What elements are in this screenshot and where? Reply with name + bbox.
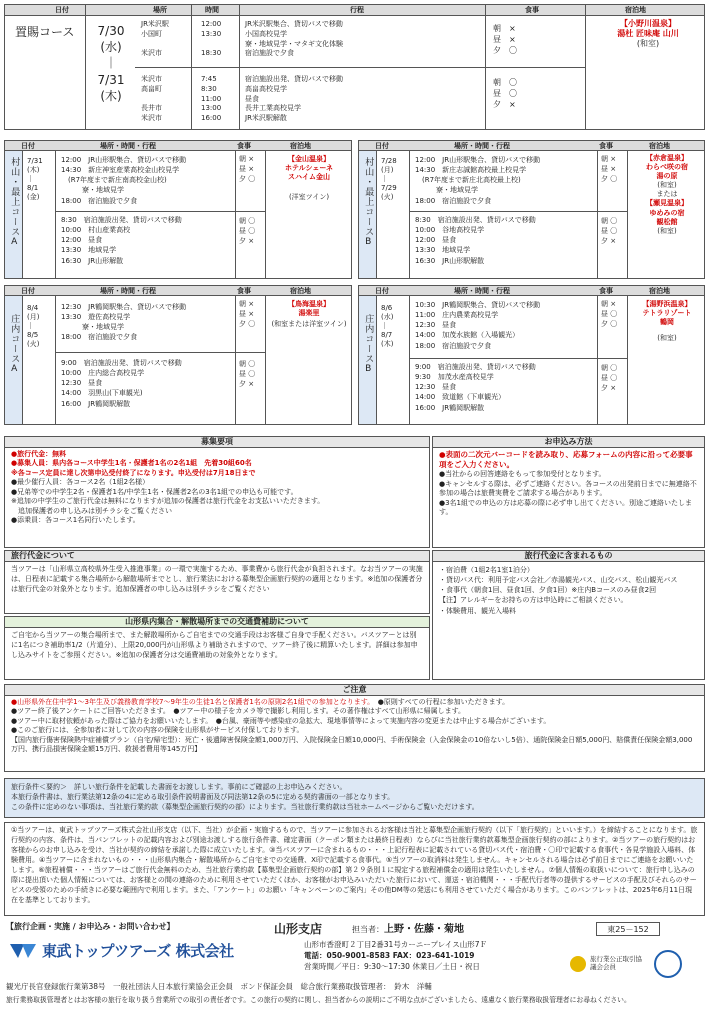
lodging-room: (和室または洋室ツイン) [271, 320, 347, 328]
recruit-line: ●添乗員：各コース1名同行いたします。 [11, 516, 140, 525]
meal-item: 朝 × [239, 300, 255, 308]
course-label: 村山・最上コースB [363, 157, 374, 248]
fee-section [4, 550, 430, 614]
footer-address: 山形市香澄町２丁目2番31号カーニープレイス山形7Ｆ [304, 940, 487, 949]
itinerary-item: 18:00 宿泊施設で夕食 [61, 196, 138, 205]
notes-line: ●ツアー終了後アンケートにご回答いただきます。 ●ツアー中の様子をカメラ等で撮影し利用します。その著作権はすべて山形県に帰属します。 [11, 707, 466, 716]
header-place: 場所 [153, 6, 167, 14]
day1-times [201, 20, 221, 59]
apply-title: お申込み方法 [433, 437, 704, 448]
day1-date: 8/6 [381, 304, 393, 312]
contract-section [4, 778, 705, 818]
itinerary-item: 16:00 JR鶴岡駅解散 [61, 399, 131, 408]
meal-item: 昼 〇 [239, 369, 256, 378]
day1-weekday: (月) [381, 166, 394, 175]
subsidy-title: 山形県内集合・解散場所までの交通費補助について [5, 617, 429, 628]
itinerary-item: 寮・地域見学・マタギ文化体験 [245, 39, 343, 48]
recruit-line: ※追加の中学生のご旅行代金は無料になりますが追加の保護者は旅行代金をお支払いいただきます。 [11, 497, 325, 506]
day1-items [245, 20, 343, 59]
itinerary-item: 14:00 加茂水族館（入場観光） [415, 331, 520, 340]
itinerary-item: 10:00 谷地高校見学 [415, 226, 485, 235]
course-name: 置賜コース [15, 25, 75, 39]
shonai-b-course [358, 285, 705, 425]
itinerary-item: 13:30 地域見学 [415, 246, 471, 255]
course-label: 村山・最上コースA [9, 157, 20, 248]
day2-meals [601, 217, 617, 246]
place-item: 米沢市 [141, 49, 162, 58]
staff-names: 上野・佐藤・菊地 [384, 924, 464, 935]
day2-date: 7/31 [97, 72, 125, 87]
footer-disclaimer: 旅行業務取扱管理者とはお客様の旅行を取り扱う営業所での取引の責任者です。この旅行の契約に関し、担当者からの説明にご不明な点がございましたら、遠慮なく旅行業務取扱管理者にお尋ねください。 [6, 996, 631, 1004]
itinerary-item: 12:00 JR山形駅集合、貸切バスで移動 [415, 156, 541, 164]
lodging-line: 観松館 [656, 217, 678, 226]
notes-section [4, 684, 705, 772]
course-label: 庄内コースB [363, 314, 374, 375]
itinerary-item: 18:00 宿泊施設で夕食 [415, 341, 492, 350]
lodging-line: テトラリゾート [642, 309, 692, 318]
meal-item: 昼 〇 [601, 226, 618, 235]
lodging-line: 【瀬見温泉】 [646, 199, 688, 208]
meal-item: 夕 × [601, 383, 617, 392]
itinerary-item: 小国高校見学 [245, 29, 287, 38]
included-line: ・体験費用、観光入場料 [439, 606, 516, 615]
recruit-price: ●旅行代金：無料 [11, 450, 67, 458]
meal-item: 昼 × [601, 164, 617, 173]
meal-item: 夕 〇 [239, 174, 256, 183]
date-dash: ｜ [27, 175, 34, 184]
time-item: 8:30 [201, 84, 217, 93]
day2-date: 7/29 [381, 184, 397, 193]
header-combined: 場所・時間・行程 [454, 287, 510, 295]
apply-line: ●当社からの回答連絡をもって参加受付となります。 [439, 470, 606, 479]
meal-item: 朝 〇 [601, 217, 618, 225]
lodging-name [629, 300, 705, 327]
date-dash: ｜ [27, 322, 34, 331]
place-item: JR米沢駅 [141, 20, 169, 28]
itinerary-item: 長井工業高校見学 [245, 104, 301, 113]
meal-item: 昼 〇 [601, 309, 618, 318]
day1-weekday: (水) [100, 40, 122, 55]
apply-lines [439, 470, 698, 517]
subsidy-text: ご自宅から当ツアーの集合場所まで、また解散場所からご自宅までの交通手段はお客様ご自身で手配ください。バスツアーとは別に1名につき補助率1/2（片道分）、上限20,000円が山形県より補助されますので、ツアー終了後に精算いたします。詳細は参加申し込みサイトをご参照ください。※追加の保護者分は交通費補助の対象外となります。 [11, 631, 418, 659]
itinerary-item: 8:30 宿泊施設出発、貸切バスで移動 [61, 216, 182, 224]
recruit-line: ●最少催行人員：各コース2名（1組2名様） [11, 478, 150, 487]
meal-item: 夕 × [493, 100, 516, 110]
day1-date: 7/30 [97, 24, 125, 38]
notes-red-tail: ●原則すべての行程に参加いただきます。 [377, 698, 510, 706]
day2-meals [239, 360, 255, 389]
day2-date: 8/1 [27, 184, 39, 193]
subsidy-section [4, 616, 430, 680]
itinerary-item: 14:30 新庄神室産業高校金山校見学 [61, 166, 180, 175]
lodging-hotel: 湯杜 匠味庵 山川 [617, 29, 679, 38]
meal-item: 朝 × [601, 300, 617, 308]
day1-meals [601, 300, 617, 329]
recruit-lines [11, 478, 423, 525]
lodging-line: 【赤倉温泉】 [646, 154, 688, 162]
itinerary-item: 18:00 宿泊施設で夕食 [415, 196, 492, 205]
lodging-line: 【金山温泉】 [288, 155, 330, 163]
course-label: 庄内コースA [9, 314, 20, 375]
time-item [201, 40, 221, 50]
apply-section [432, 436, 705, 548]
lodging-line: 湯楽里 [298, 309, 320, 318]
lodging-line: 【湯野浜温泉】 [642, 300, 692, 308]
day1-meals [601, 155, 617, 184]
day1-weekday: (木) [27, 166, 40, 175]
lodging-name: 【小野川温泉】 [620, 19, 676, 28]
contract-line: 本旅行条件書は、旅行業法第12条の4に定める取引条件説明書面及び同法第12条の5に定める契約書面の一部となります。 [11, 793, 395, 802]
time-item: 18:30 [201, 49, 222, 58]
contract-line: 旅行条件＜要約＞ 詳しい旅行条件を記載した書面をお渡しします。事前にご確認の上お申込みください。 [11, 783, 347, 791]
time-item: 7:45 [201, 75, 217, 83]
meal-item: 朝 × [239, 155, 255, 163]
day1-items [415, 300, 540, 351]
place-item [141, 95, 162, 105]
day2-items [61, 358, 182, 409]
recruit-people: ●募集人員：県内各コース中学生1名・保護者1名の2名1組 先着30組60名 [11, 459, 252, 468]
header-combined: 場所・時間・行程 [454, 142, 510, 150]
itinerary-item: 昼食 [245, 94, 259, 103]
header-date: 日付 [21, 142, 35, 150]
itinerary-item: 12:30 昼食 [61, 379, 103, 388]
meal-item: 朝 〇 [239, 360, 256, 368]
meal-item: 朝 × [493, 24, 516, 33]
header-lodging: 宿泊地 [290, 142, 311, 150]
itinerary-item: 9:30 加茂水産高校見学 [415, 373, 494, 382]
header-date: 日付 [21, 287, 35, 295]
shonai-a-course [4, 285, 352, 425]
itinerary-item: 14:30 新庄志誠館高校最上校見学 [415, 166, 527, 175]
place-item: 小国町 [141, 29, 162, 38]
day2-weekday: (火) [27, 340, 40, 349]
header-combined: 場所・時間・行程 [100, 287, 156, 295]
lodging-or: または [656, 190, 678, 199]
header-meals: 食事 [237, 287, 251, 295]
recruit-section [4, 436, 430, 548]
day2-times [201, 75, 221, 124]
meal-item: 朝 〇 [493, 78, 517, 87]
itinerary-item: 16:30 JR山形駅解散 [415, 256, 485, 265]
itinerary-item: 14:00 致道館（下車観光） [415, 393, 506, 402]
itinerary-item: 10:00 庄内総合高校見学 [61, 369, 145, 378]
included-lines [433, 562, 704, 619]
meal-item: 朝 × [601, 155, 617, 163]
itinerary-item: 18:00 宿泊施設で夕食 [61, 333, 138, 342]
day1-weekday: (水) [381, 313, 394, 322]
date-dash: ｜ [381, 322, 388, 331]
itinerary-item: 寮・地域見学 [61, 186, 124, 195]
itinerary-item: 12:30 昼食 [415, 383, 457, 392]
meal-item: 昼 〇 [239, 226, 256, 235]
lodging-line: 湯の原 [656, 172, 678, 181]
day2-date: 8/5 [27, 331, 39, 340]
lodging-line: 鶴岡 [660, 318, 674, 327]
included-title: 旅行代金に含まれるもの [433, 551, 704, 562]
lodging-1-name [629, 154, 705, 181]
meal-item: 夕 × [239, 236, 255, 245]
day2-places [141, 75, 162, 124]
itinerary-item: JR米沢駅解散 [245, 114, 287, 123]
lodging-line: スハイム金山 [288, 173, 330, 182]
header-itinerary: 行程 [350, 6, 364, 14]
apply-line: ●3名1組での申込の方は応募の際に必ず申し出てください。別途ご連絡いたします。 [439, 498, 693, 516]
company-name: 東武トップツアーズ 株式会社 [42, 942, 234, 960]
itinerary-item: 12:30 JR鶴岡駅集合、貸切バスで移動 [61, 303, 187, 311]
meal-item: 夕 〇 [601, 319, 618, 328]
meal-item: 昼 × [239, 309, 255, 318]
itinerary-item: (R7年度まで新庄北高校最上校) [415, 176, 521, 185]
time-item: 16:00 [201, 114, 222, 123]
header-date: 日付 [375, 287, 389, 295]
day2-meals [239, 217, 255, 246]
included-line: ・宿泊費（1組2名1室1泊分） [439, 566, 534, 574]
day2-meals [493, 77, 517, 111]
day1-meals [239, 155, 255, 184]
meal-item: 昼 〇 [493, 89, 517, 99]
meal-item: 朝 〇 [239, 217, 256, 225]
day1-weekday: (月) [27, 313, 40, 322]
day2-meals [601, 364, 617, 393]
lodging-line: ホテルシェーネ [285, 164, 333, 173]
lodging-line: ゆめみの宿 [649, 208, 685, 217]
association-icon [570, 956, 586, 972]
header-date: 日付 [55, 6, 69, 14]
itinerary-item: 12:00 JR山形駅集合、貸切バスで移動 [61, 156, 187, 164]
day1-meals [493, 23, 517, 57]
staff-label: 担当者： [352, 925, 384, 934]
footer-label: 【旅行企画・実施 / お申込み・お問い合わせ】 [6, 922, 175, 931]
footer-code: 東25－152 [596, 922, 660, 936]
header-meals: 食事 [237, 142, 251, 150]
meal-item: 夕 × [601, 236, 617, 245]
itinerary-item: 9:00 宿泊施設出発、貸切バスで移動 [415, 363, 536, 371]
included-line: ・貸切バス代：利用予定バス会社／赤湯観光バス、山交バス、松山観光バス [439, 576, 678, 585]
day1-date: 8/4 [27, 304, 39, 312]
day1-items [61, 155, 186, 206]
header-meals: 食事 [599, 287, 613, 295]
meal-item: 夕 × [239, 379, 255, 388]
itinerary-item: 高畠高校見学 [245, 84, 287, 93]
company-logo-icon [8, 940, 38, 962]
itinerary-item: 12:30 昼食 [415, 321, 457, 330]
itinerary-item: 11:00 庄内農業高校見学 [415, 311, 499, 320]
day2-items [415, 215, 536, 266]
header-lodging: 宿泊地 [649, 142, 670, 150]
itinerary-item: 寮・地域見学 [61, 323, 124, 332]
day1-items [61, 302, 186, 343]
meal-item: 夕 〇 [493, 46, 517, 56]
jata-seal-icon [654, 950, 682, 978]
itinerary-item: 8:30 宿泊施設出発、貸切バスで移動 [415, 216, 536, 224]
meal-item: 夕 〇 [239, 319, 256, 328]
itinerary-item: 宿泊施設出発、貸切バスで移動 [245, 75, 343, 83]
notes-title: ご注意 [5, 685, 704, 696]
included-line: 【注】アレルギーをお持ちの方は申込時にご相談ください。 [439, 596, 628, 605]
contract-line: この条件に定めのない事項は、当社旅行業約款（募集型企画旅行契約の部）によります。当社旅行業約款は当社ホームページからご覧いただけます。 [11, 803, 479, 812]
lodging-name [267, 300, 351, 318]
day2-items [61, 215, 182, 266]
meal-item: 夕 〇 [601, 174, 618, 183]
itinerary-item: 12:00 昼食 [415, 236, 457, 245]
header-combined: 場所・時間・行程 [100, 142, 156, 150]
footer-manager: 総合旅行業務取扱管理者： 鈴木 洋輔 [300, 982, 432, 991]
recruit-line: 追加保護者の申し込みは別チラシをご覧ください [11, 506, 172, 515]
footer-reg: 観光庁長官登録旅行業第38号 一般社団法人日本旅行業協会正会員 ボンド保証会員 [6, 982, 294, 991]
notes-red: ●山形県外在住中学1～3年生及び義務教育学校7～9年生の生徒1名と保護者1名の原則2名1組での参加となります。 [11, 698, 371, 706]
meal-item: 昼 × [493, 35, 516, 45]
notes-lines [11, 707, 698, 754]
itinerary-item: 16:30 JR山形解散 [61, 256, 124, 265]
place-item: 長井市 [141, 104, 162, 113]
meal-item: 昼 × [239, 164, 255, 173]
time-item: 13:00 [201, 104, 222, 113]
apply-line: ●キャンセルする際は、必ずご連絡ください。各コースの出発前日までに無連絡不参加の場合は旅費実費をご請求する場合があります。 [439, 479, 697, 498]
footer-tel: 電話：050-9001-8583 FAX：023-641-1019 [304, 951, 475, 960]
fee-text: 当ツアーは「山形県立高校県外生受入推進事業」の一環で実施するため、事業費から旅行代金が負担されます。なお当ツアーの実施は、日程表に記載する集合場所から解散場所までとし、旅行業法における募集型企画旅行契約の適用となります。※追加の保護者分は旅行代金の対象外となります。追加保護者の申し込みは別チラシをご覧ください [11, 565, 423, 593]
header-time: 時間 [205, 6, 219, 14]
header-date: 日付 [375, 142, 389, 150]
time-item: 11:00 [201, 94, 222, 103]
meal-item: 朝 〇 [601, 364, 618, 372]
itinerary-item: 14:00 羽黒山(下車観光) [61, 389, 143, 398]
lodging-2-room: (和室) [657, 226, 677, 235]
included-section [432, 550, 705, 680]
day2-items [245, 75, 343, 124]
okitama-course [4, 4, 705, 130]
lodging-2-name [629, 199, 705, 226]
lodging-1-room: (和室) [657, 181, 677, 190]
day1-meals [239, 300, 255, 329]
time-item: 12:00 [201, 20, 222, 28]
date-dash: ｜ [104, 56, 117, 71]
itinerary-item: 12:00 昼食 [61, 236, 103, 245]
header-lodging: 宿泊地 [649, 287, 670, 295]
notes-line: 【国内旅行傷害保険熱中症補償プラン（自宅/帰宅型）：死亡・後遺障害保険金額1,000万円、入院保険金日額10,000円、手術保険金（入金保険金の10倍ないし5倍）、通院保険金日額5,000円、賠償責任保険金額3,000万円、携行品損害保険金額15万円、救援者費用等145万円】 [11, 735, 693, 754]
branch-name: 山形支店 [274, 922, 323, 936]
place-item [141, 40, 169, 50]
recruit-line: ●兄弟等での中学生2名・保護者1名/中学生1名・保護者2名の3名1組での申込も可能です。 [11, 487, 298, 496]
terms-section [4, 822, 705, 916]
notes-line: ●ツアー中に取材依頼があった際はご協力をお願いいたします。 ●台風、豪雨等や感染症の急拡大、現地事情等によって実施内容の変更または中止する場合がございます。 [11, 716, 551, 725]
lodging-room: (和室) [636, 39, 660, 48]
date-dash: ｜ [381, 175, 388, 184]
recruit-title: 募集要項 [5, 437, 429, 448]
apply-red: ●表面の二次元バーコードを読み取り、応募フォームの内容に沿って必要事項をご入力ください。 [439, 450, 693, 470]
itinerary-item: 9:00 宿泊施設出発、貸切バスで移動 [61, 359, 182, 367]
itinerary-item: 宿泊施設で夕食 [245, 49, 294, 58]
day1-items [415, 155, 540, 206]
included-line: ・食事代（朝食1回、昼食1回、夕食1回）※庄内Bコースのみ昼食2回 [439, 586, 657, 595]
itinerary-item: 10:00 村山産業高校 [61, 226, 131, 235]
itinerary-item: 寮・地域見学 [415, 186, 478, 195]
lodging-room: (和室) [657, 334, 677, 342]
itinerary-item: JR米沢駅集合、貸切バスで移動 [245, 20, 343, 28]
day1-date: 7/28 [381, 157, 397, 165]
notes-line: ●このご旅行には、全参加者に対して次の内容の保険を山形県がサービス付保しております。 [11, 726, 304, 735]
time-item: 13:30 [201, 29, 222, 38]
terms-text: ①当ツアーは、東武トップツアーズ株式会社山形支店（以下、当社）が企画・実施するもので、当ツアーに参加されるお客様は当社と募集型企画旅行契約（以下「旅行契約」といいます。）を締結することになります。旅行契約の内容、条件は、当パンフレットの記載内容および別途お渡しする旅行条件書、確定書面（クーポン類または最終日程表）ならびに当社旅行業約款募集型企画旅行契約の部によります。②当ツアーの旅行契約はお客様からのお申し込みを受け、当社が契約の締結を承諾した際に成立いたします。③当パスツアーに含まれるもの・・・上記行程表に記載されている貸切バス代・宿泊費・〇印で記載する食事代・各見学施設入場料、体験費用。④当ツアーに含まれないもの・・・山形県内集合・解散場所からご自宅までの交通費、X印で記載する食事代。⑤当ツアーの取消料は発生しません。キャンセルされる場合は必ず前日までにご連絡をお願いいたします。⑥旅程補償・・・当ツアーはご旅行代金無料のため、当社旅行業約款【募集型企画旅行契約の部】第２９条別１に規定する旅程補償金の適用は発生いたしません。⑦個人情報の取扱いについて：旅行申し込みの際に提出頂いた個人情報については、お客様との間の連絡のために利用させていただくほか、お客様がお申込みいただいた旅行において、運送・宿泊機関・・・手配代行者等の提供するサービスの手配及びそれらのサービスの受領のための手続きに必要な範囲内で利用します。また、「アンケート」のお願い「キャンペーンのご案内」その他DM等の発送にも利用させていただく場合があります。このパンフレットは、2025年6月11日現在を基準としております。 [11, 826, 698, 904]
lodging-room: (洋室ツイン) [288, 193, 330, 201]
footer [4, 920, 705, 1022]
itinerary-item: 13:30 地域見学 [61, 246, 117, 255]
day2-weekday: (木) [381, 340, 394, 349]
murayama-b-course [358, 140, 705, 279]
meal-item: 昼 〇 [601, 373, 618, 382]
day2-weekday: (木) [100, 88, 122, 103]
place-item: 高畠町 [141, 84, 162, 93]
day1-places [141, 20, 169, 59]
association-text: 旅行業公正取引協議会会員 [590, 955, 642, 971]
day2-date: 8/7 [381, 331, 393, 340]
itinerary-item: 10:30 JR鶴岡駅集合、貸切バスで移動 [415, 301, 541, 309]
header-meals: 食事 [599, 142, 613, 150]
day2-items [415, 362, 536, 413]
itinerary-item: (R7年度まで新庄南高校金山校) [61, 176, 167, 185]
footer-hours: 営業時間／平日：9:30～17:30 休業日／土日・祝日 [304, 962, 480, 971]
itinerary-item: 16:00 JR鶴岡駅解散 [415, 403, 485, 412]
itinerary-item: 13:30 遊佐高校見学 [61, 313, 131, 322]
day2-weekday: (金) [27, 193, 40, 202]
day2-weekday: (火) [381, 193, 394, 202]
place-item: 米沢市 [141, 114, 162, 123]
header-lodging: 宿泊地 [625, 6, 646, 14]
contract-lines [5, 779, 704, 815]
header-meals: 食事 [525, 6, 539, 14]
lodging-name [269, 155, 349, 182]
lodging-line: 【鳥海温泉】 [288, 300, 330, 308]
fee-title: 旅行代金について [5, 551, 429, 562]
recruit-note: ※各コース定員に達し次第申込受付終了になります。申込受付は7月18日まで [11, 468, 256, 477]
place-item: 米沢市 [141, 75, 162, 83]
day1-date: 7/31 [27, 157, 43, 165]
header-lodging: 宿泊地 [290, 287, 311, 295]
lodging-line: わらべ咲の宿 [646, 163, 688, 172]
murayama-a-course [4, 140, 352, 279]
footer-registration [6, 982, 432, 991]
